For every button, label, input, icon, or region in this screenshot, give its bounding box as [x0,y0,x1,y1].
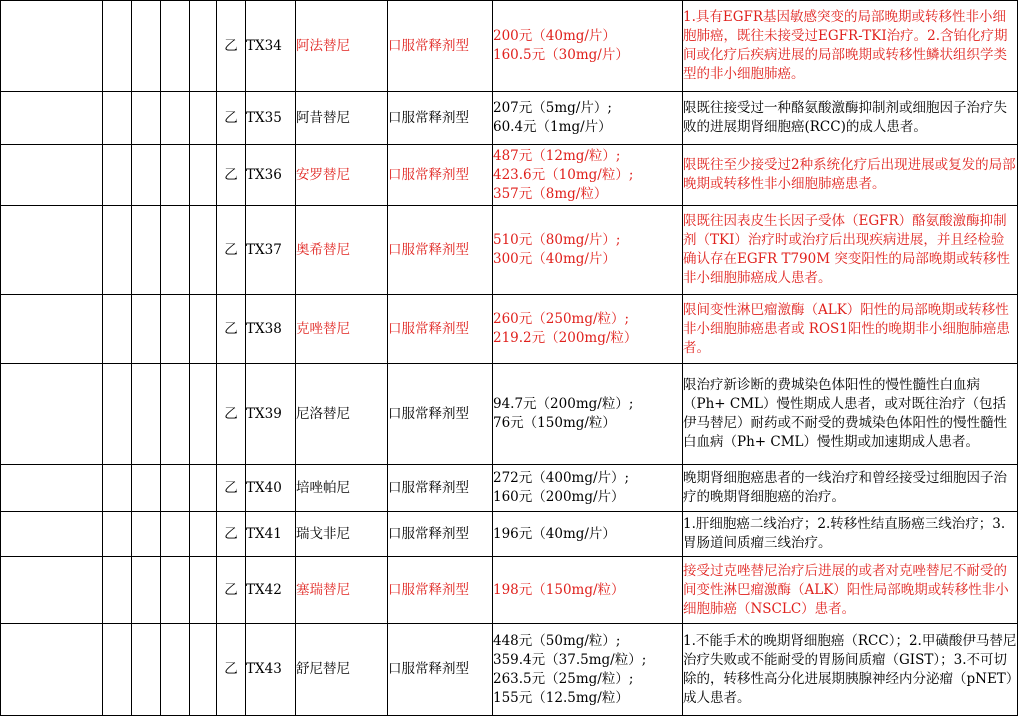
empty-cell [190,145,217,206]
dosage-form-cell: 口服常释剂型 [388,92,493,145]
indication-cell: 限间变性淋巴瘤激酶（ALK）阳性的局部晚期或转移性非小细胞肺癌患者或 ROS1阳性的晚期非小细胞肺癌患者。 [683,295,1018,364]
price-line: 272元（400mg/片）; [493,470,630,486]
price-lines [493,231,682,269]
empty-cell [1,295,103,364]
empty-cell [132,92,161,145]
price-line: 219.2元（200mg/粒） [493,330,638,346]
empty-cell [190,92,217,145]
category-cell: 乙 [217,512,246,557]
empty-cell [161,295,190,364]
category-cell: 乙 [217,1,246,92]
price-line: 76元（150mg/粒） [493,415,616,431]
code-cell: TX41 [246,512,296,557]
price-cell [493,295,683,364]
empty-cell [132,206,161,295]
price-cell [493,1,683,92]
indication-cell: 限治疗新诊断的费城染色体阳性的慢性髓性白血病（Ph+ CML）慢性期成人患者，或对既往治疗（包括伊马替尼）耐药或不耐受的费城染色体阳性的慢性髓性白血病（Ph+ CML）慢性期或加速期成人患者。 [683,364,1018,465]
indication-cell: 1.具有EGFR基因敏感突变的局部晚期或转移性非小细胞肺癌，既往未接受过EGFR-TKI治疗。2.含铂化疗期间或化疗后疾病进展的局部晚期或转移性鳞状组织学类型的非小细胞肺癌。 [683,1,1018,92]
price-line: 200元（40mg/片） [493,28,616,44]
dosage-form-cell: 口服常释剂型 [388,1,493,92]
empty-cell [103,557,132,624]
dosage-form-cell: 口服常释剂型 [388,512,493,557]
category-cell: 乙 [217,92,246,145]
empty-cell [132,145,161,206]
price-line: 207元（5mg/片）; [493,100,612,116]
price-line: 160元（200mg/片） [493,489,625,505]
code-cell: TX38 [246,295,296,364]
empty-cell [132,1,161,92]
empty-cell [161,512,190,557]
category-cell: 乙 [217,465,246,512]
code-cell: TX43 [246,624,296,716]
empty-cell [132,557,161,624]
price-line: 60.4元（1mg/片） [493,119,612,135]
empty-cell [161,1,190,92]
code-cell: TX36 [246,145,296,206]
price-cell [493,557,683,624]
price-lines [493,632,682,708]
price-lines [493,147,682,204]
price-line: 487元（12mg/粒）; [493,147,621,164]
table-row [1,512,1018,557]
price-line: 359.4元（37.5mg/粒）; [493,651,647,668]
price-line: 94.7元（200mg/粒）; [493,396,634,412]
empty-cell [1,364,103,465]
empty-cell [103,206,132,295]
category-cell: 乙 [217,364,246,465]
code-cell: TX39 [246,364,296,465]
price-lines [493,469,682,507]
empty-cell [1,92,103,145]
price-line: 357元（8mg/粒） [493,185,608,202]
empty-cell [103,1,132,92]
price-lines [493,27,682,65]
dosage-form-cell: 口服常释剂型 [388,145,493,206]
price-line: 423.6元（10mg/粒）; [493,166,634,183]
price-cell [493,624,683,716]
price-lines [493,525,682,544]
drug-name-cell: 阿法替尼 [296,1,388,92]
price-line: 196元（40mg/片） [493,525,616,542]
empty-cell [132,295,161,364]
empty-cell [1,557,103,624]
indication-cell: 接受过克唑替尼治疗后进展的或者对克唑替尼不耐受的间变性淋巴瘤激酶（ALK）阳性局部晚期或转移性非小细胞肺癌（NSCLC）患者。 [683,557,1018,624]
empty-cell [132,624,161,716]
indication-cell: 1.不能手术的晚期肾细胞癌（RCC）；2.甲磺酸伊马替尼治疗失败或不能耐受的胃肠间质瘤（GIST）；3.不可切除的，转移性高分化进展期胰腺神经内分泌瘤（pNET）成人患者。 [683,624,1018,716]
dosage-form-cell: 口服常释剂型 [388,624,493,716]
table-row [1,557,1018,624]
price-lines [493,395,682,433]
category-cell: 乙 [217,557,246,624]
empty-cell [190,1,217,92]
empty-cell [161,364,190,465]
dosage-form-cell: 口服常释剂型 [388,295,493,364]
empty-cell [103,512,132,557]
empty-cell [103,145,132,206]
indication-cell: 1.肝细胞癌二线治疗；2.转移性结直肠癌三线治疗；3.胃肠道间质瘤三线治疗。 [683,512,1018,557]
price-line: 263.5元（25mg/粒）; [493,670,634,687]
empty-cell [103,465,132,512]
drug-name-cell: 瑞戈非尼 [296,512,388,557]
empty-cell [190,557,217,624]
dosage-form-cell: 口服常释剂型 [388,364,493,465]
drug-name-cell: 克唑替尼 [296,295,388,364]
price-line: 300元（40mg/片） [493,251,616,267]
category-cell: 乙 [217,624,246,716]
drug-name-cell: 塞瑞替尼 [296,557,388,624]
price-line: 448元（50mg/粒）; [493,632,621,649]
indication-cell: 晚期肾细胞癌患者的一线治疗和曾经接受过细胞因子治疗的晚期肾细胞癌的治疗。 [683,465,1018,512]
category-cell: 乙 [217,145,246,206]
empty-cell [161,206,190,295]
code-cell: TX37 [246,206,296,295]
price-cell [493,512,683,557]
drug-table-body [1,1,1018,716]
code-cell: TX40 [246,465,296,512]
drug-name-cell: 培唑帕尼 [296,465,388,512]
table-row [1,295,1018,364]
empty-cell [161,92,190,145]
drug-name-cell: 安罗替尼 [296,145,388,206]
empty-cell [1,206,103,295]
empty-cell [1,512,103,557]
empty-cell [190,465,217,512]
empty-cell [190,206,217,295]
price-line: 510元（80mg/片）; [493,232,621,248]
price-cell [493,92,683,145]
indication-cell: 限既往至少接受过2种系统化疗后出现进展或复发的局部晚期或转移性非小细胞肺癌患者。 [683,145,1018,206]
empty-cell [161,465,190,512]
indication-cell: 限既往因表皮生长因子受体（EGFR）酪氨酸激酶抑制剂（TKI）治疗时或治疗后出现疾病进展，并且经检验确认存在EGFR T790M 突变阳性的局部晚期或转移性非小细胞肺癌成人患者。 [683,206,1018,295]
dosage-form-cell: 口服常释剂型 [388,206,493,295]
code-cell: TX42 [246,557,296,624]
category-cell: 乙 [217,295,246,364]
empty-cell [190,295,217,364]
empty-cell [1,145,103,206]
empty-cell [1,624,103,716]
price-line: 198元（150mg/粒） [493,581,625,598]
price-cell [493,206,683,295]
empty-cell [161,624,190,716]
empty-cell [132,465,161,512]
price-cell [493,145,683,206]
empty-cell [161,557,190,624]
price-cell [493,465,683,512]
category-cell: 乙 [217,206,246,295]
empty-cell [161,145,190,206]
drug-name-cell: 阿昔替尼 [296,92,388,145]
empty-cell [190,624,217,716]
table-row [1,364,1018,465]
price-line: 160.5元（30mg/片） [493,47,629,63]
price-cell [493,364,683,465]
empty-cell [103,92,132,145]
empty-cell [132,512,161,557]
empty-cell [1,1,103,92]
empty-cell [103,295,132,364]
drug-name-cell: 尼洛替尼 [296,364,388,465]
price-line: 260元（250mg/粒）; [493,311,630,327]
empty-cell [190,512,217,557]
table-row [1,145,1018,206]
dosage-form-cell: 口服常释剂型 [388,465,493,512]
table-row [1,206,1018,295]
drug-name-cell: 奥希替尼 [296,206,388,295]
dosage-form-cell: 口服常释剂型 [388,557,493,624]
empty-cell [190,364,217,465]
empty-cell [1,465,103,512]
indication-cell: 限既往接受过一种酪氨酸激酶抑制剂或细胞因子治疗失败的进展期肾细胞癌(RCC)的成人患者。 [683,92,1018,145]
table-row [1,465,1018,512]
price-lines [493,581,682,600]
table-row [1,624,1018,716]
code-cell: TX35 [246,92,296,145]
table-row [1,1,1018,92]
price-lines [493,99,682,137]
table-row [1,92,1018,145]
empty-cell [103,364,132,465]
empty-cell [103,624,132,716]
empty-cell [132,364,161,465]
price-lines [493,310,682,348]
price-line: 155元（12.5mg/粒） [493,689,629,706]
drug-name-cell: 舒尼替尼 [296,624,388,716]
code-cell: TX34 [246,1,296,92]
